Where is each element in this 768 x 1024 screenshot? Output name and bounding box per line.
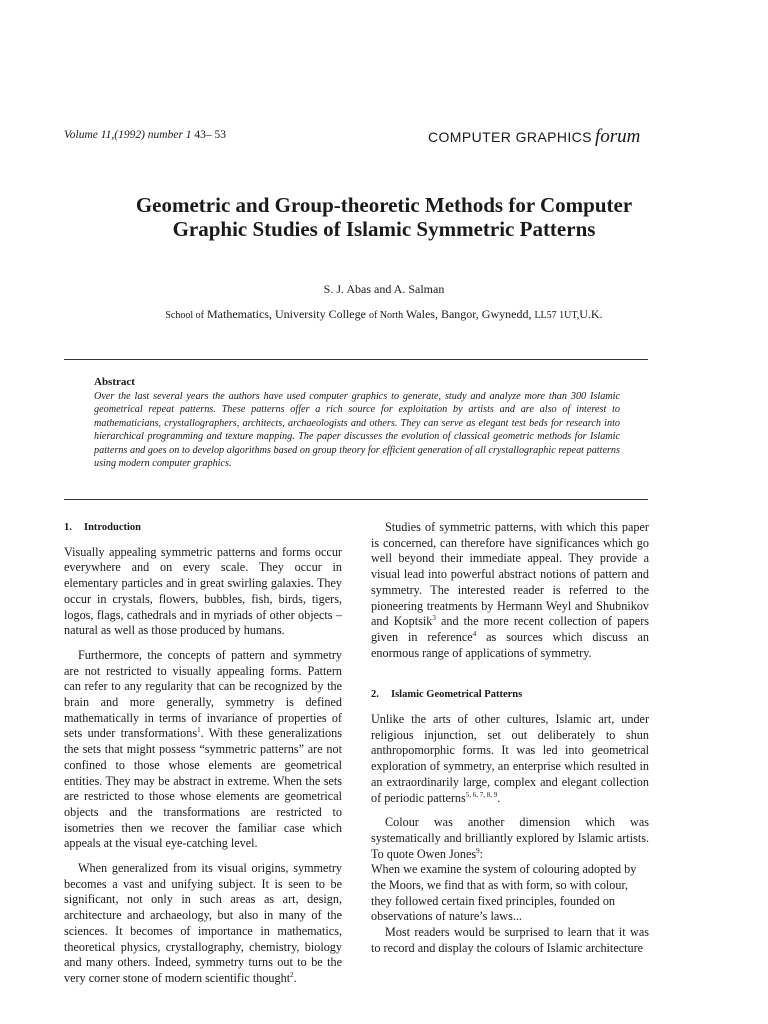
volume-issue-text: Volume 11,(1992) number 1 bbox=[64, 129, 192, 141]
paragraph bbox=[64, 648, 342, 852]
paragraph-text: Unlike the arts of other cultures, Islamic art, under religious injunction, set out deliberately to shun anthropomorphic forms. It was led into geometrical exploration of symmetry, an enterprise which resulted in an extraordinarily large, complex and elegant collection of periodic patterns bbox=[371, 712, 649, 805]
paragraph-text: as sources which discuss an enormous range of applications of symmetry. bbox=[371, 629, 650, 660]
paragraph bbox=[371, 712, 649, 806]
affiliation-part: of North bbox=[368, 310, 404, 321]
affiliation-part: U.K. bbox=[579, 307, 603, 321]
bottom-divider bbox=[64, 499, 648, 500]
block-quote: When we examine the system of colouring adopted by the Moors, we find that as with form, so with colour, they followed certain fixed principles, founded on observations of nature’s laws... bbox=[371, 862, 637, 924]
journal-name-forum: forum bbox=[594, 126, 641, 147]
affiliation-part: School of bbox=[165, 310, 204, 321]
paragraph-text: Furthermore, the concepts of pattern and symmetry are not restricted to visually appealing forms. Pattern can refer to any regularity that can be recognized by the brain and more generally, symmetry is defined mathematically in terms of invariance of properties of sets under transformations bbox=[64, 647, 342, 741]
paragraph bbox=[64, 861, 342, 987]
paper-title-line-1: Geometric and Group-theoretic Methods for Computer bbox=[135, 193, 633, 217]
paper-title-line-2: Graphic Studies of Islamic Symmetric Patterns bbox=[172, 217, 596, 241]
authors: S. J. Abas and A. Salman bbox=[323, 282, 445, 296]
journal-name-caps: COMPUTER GRAPHICS bbox=[428, 129, 592, 145]
section-title: Islamic Geometrical Patterns bbox=[391, 689, 523, 701]
paragraph: Visually appealing symmetric patterns and forms occur everywhere and on every scale. They occur in elementary particles and in great swirling galaxies. They occur in crystals, flowers, bubbles, fish, birds, tigers, logos, flags, cathedrals and in myriads of other objects – natural as well as those produced by humans. bbox=[64, 544, 342, 638]
paragraph-text: Colour was another dimension which was systematically and brilliantly explored by Islamic artists. To quote Owen Jones bbox=[371, 815, 649, 861]
paragraph-text: When generalized from its visual origins, symmetry becomes a vast and unifying subject. It is seen to be significant, not only in such areas as art, design, architecture and archaeology, but also in many of the sciences. It becomes of importance in mathematics, theoretical physics, crystallography, chemistry, biology and many others. Indeed, symmetry turns out to be the very corner stone of modern scientific thought bbox=[64, 861, 342, 985]
paragraph: Most readers would be surprised to learn that it was to record and display the colours of Islamic architecture bbox=[371, 925, 649, 955]
abstract-heading: Abstract bbox=[94, 376, 135, 388]
abstract-text: Over the last several years the authors have used computer graphics to generate, study and analyze more than 300 Islamic geometrical repeat patterns. These patterns offer a rich source for exploitation by artists and are also of interest to mathematicians, crystallographers, architects, archaeologists and others. They can serve as elegant test beds for research into hierarchical programming and texture mapping. The paper discusses the evolution of classical geometric methods for Islamic patterns and goes on to develop algorithms based on group theory for efficient generation of all crystallographic repeat patterns using modern computer graphics. bbox=[94, 391, 620, 470]
left-column bbox=[64, 520, 342, 987]
right-column bbox=[371, 520, 649, 957]
section-number: 2. bbox=[371, 689, 379, 701]
paragraph-text: . With these generalizations the sets that might possess “symmetric patterns” are not confined to those whose elements are geometrical entities. They may be abstract in extreme. When the sets are restricted to those whose elements are geometrical objects and the transformations are restricted to isometries then we recover the familiar case which appeals at the visual eye-catching level. bbox=[64, 726, 342, 851]
affiliation-part: Mathematics, University College bbox=[206, 307, 366, 321]
paragraph-text: and the more recent collection of papers given in reference bbox=[371, 614, 649, 644]
reference-marker: 3 bbox=[432, 614, 436, 623]
reference-marker: 9 bbox=[476, 846, 480, 855]
paragraph-text: . bbox=[293, 970, 297, 985]
paragraph-text: . bbox=[497, 790, 501, 805]
volume-issue-line bbox=[64, 129, 226, 141]
affiliation bbox=[60, 307, 708, 322]
reference-marker: 2 bbox=[290, 970, 294, 979]
affiliation-part: Wales, Bangor, Gwynedd, bbox=[405, 307, 532, 321]
paper-title bbox=[60, 193, 708, 241]
page-range: 43– 53 bbox=[194, 129, 227, 141]
reference-marker: 5, 6, 7, 8, 9 bbox=[465, 790, 498, 799]
section-number: 1. bbox=[64, 522, 72, 533]
reference-marker: 4 bbox=[472, 629, 477, 638]
section-title: Introduction bbox=[84, 522, 141, 533]
section-heading-introduction bbox=[64, 520, 342, 536]
paragraph bbox=[371, 815, 649, 862]
paragraph-text: Studies of symmetric patterns, with which this paper is concerned, can therefore have significances which go well beyond their immediate appeal. They provide a visual lead into powerful abstract notions of pattern and symmetry. The interested reader is referred to the pioneering treatments by Hermann Weyl and Shubnikov and Koptsik bbox=[371, 520, 649, 629]
paragraph-text: : bbox=[479, 846, 483, 861]
reference-marker: 1 bbox=[197, 726, 201, 735]
affiliation-part: LL57 1UT, bbox=[534, 310, 580, 321]
journal-name bbox=[428, 126, 640, 148]
top-divider bbox=[64, 359, 648, 360]
section-heading-islamic-patterns bbox=[371, 687, 649, 703]
paragraph bbox=[371, 520, 649, 661]
